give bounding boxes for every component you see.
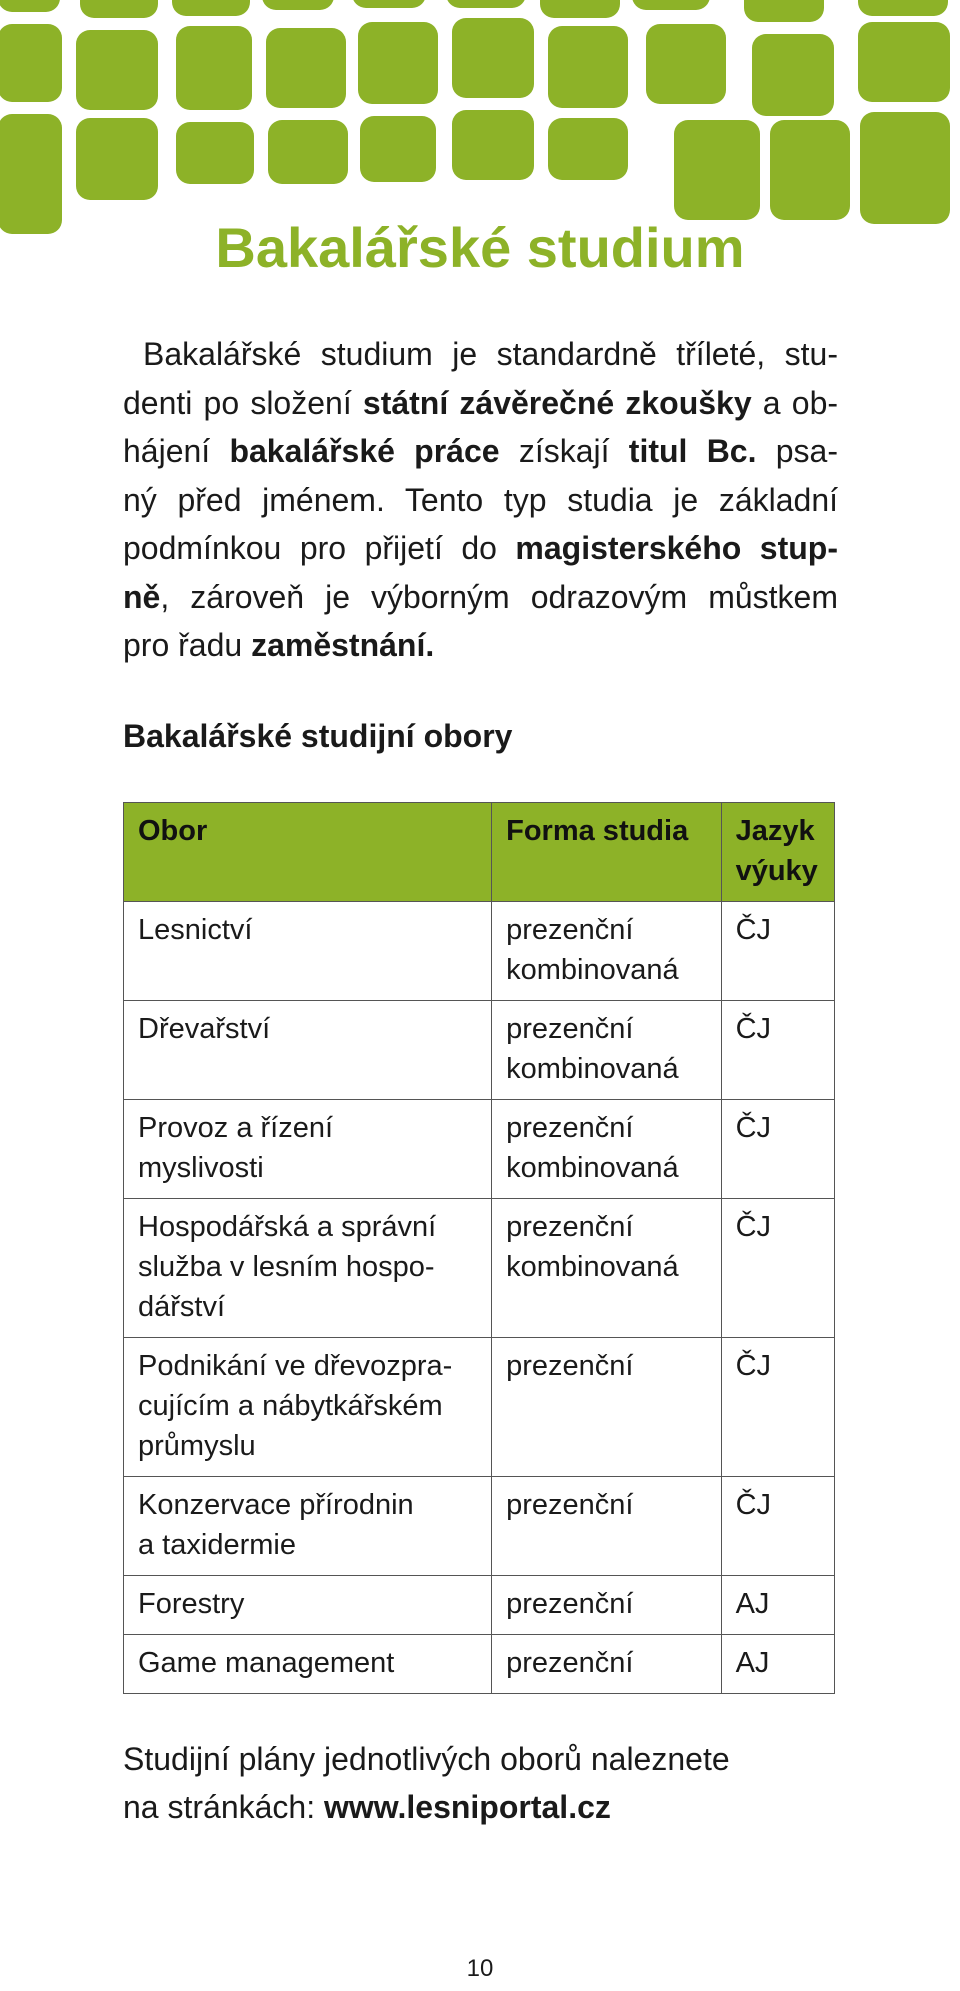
table-row — [124, 1576, 835, 1635]
table-row — [124, 1338, 835, 1477]
intro-line — [123, 573, 838, 622]
table-header-row — [124, 803, 835, 902]
intro-bold-text: magisterského stup- — [515, 530, 838, 566]
footer-line-2: na stránkách: www.lesniportal.cz — [123, 1789, 611, 1825]
study-programs-table — [123, 802, 835, 1694]
page-title: Bakalářské studium — [215, 216, 745, 279]
header-jazyk-vyuky: Jazyk výuky — [721, 803, 834, 902]
header-obor: Obor — [124, 803, 492, 902]
intro-bold-text: státní závěrečné zkoušky — [362, 384, 752, 421]
section-heading: Bakalářské studijní obory — [123, 718, 513, 754]
table-row — [124, 1477, 835, 1576]
intro-line — [123, 427, 838, 476]
page-number: 10 — [466, 1955, 494, 1982]
intro-line — [123, 621, 838, 670]
cell-obor: Hospodářská a správní služba v lesním hospo- dářství — [124, 1199, 492, 1338]
footer-note — [123, 1735, 730, 1831]
intro-text: pro řadu — [123, 627, 252, 663]
intro-line — [123, 476, 838, 525]
intro-bold-text: titul Bc. — [628, 433, 757, 469]
cell-forma-studia: prezenční kombinovaná — [492, 902, 721, 1001]
cell-forma-studia: prezenční kombinovaná — [492, 1100, 721, 1199]
header-forma-studia: Forma studia — [492, 803, 721, 902]
intro-bold-text: bakalářské práce — [229, 433, 500, 469]
intro-text: ný před jménem. Tento typ studia je základní — [123, 481, 838, 518]
cell-forma-studia: prezenční kombinovaná — [492, 1001, 721, 1100]
intro-line — [123, 330, 838, 379]
intro-paragraph — [123, 330, 838, 670]
intro-line — [123, 379, 838, 428]
cell-jazyk-vyuky: AJ — [721, 1576, 834, 1635]
cell-jazyk-vyuky: ČJ — [721, 1477, 834, 1576]
cell-forma-studia: prezenční — [492, 1338, 721, 1477]
website-link[interactable]: www.lesniportal.cz — [324, 1789, 611, 1825]
cell-jazyk-vyuky: ČJ — [721, 902, 834, 1001]
cell-forma-studia: prezenční — [492, 1635, 721, 1694]
cell-obor: Lesnictví — [124, 902, 492, 1001]
intro-text: získají — [499, 433, 629, 469]
intro-text: Bakalářské studium je standardně tříleté, stu- — [143, 336, 838, 372]
cell-forma-studia: prezenční — [492, 1477, 721, 1576]
table-row — [124, 1100, 835, 1199]
cell-obor: Podnikání ve dřevozpra- cujícím a nábytkářském průmyslu — [124, 1338, 492, 1477]
intro-text: a ob- — [751, 384, 839, 421]
cell-forma-studia: prezenční kombinovaná — [492, 1199, 721, 1338]
cell-forma-studia: prezenční — [492, 1576, 721, 1635]
table-row — [124, 1199, 835, 1338]
cell-jazyk-vyuky: ČJ — [721, 1338, 834, 1477]
intro-text: psa- — [756, 433, 839, 469]
table-row — [124, 1635, 835, 1694]
cell-obor: Provoz a řízení myslivosti — [124, 1100, 492, 1199]
intro-text: denti po složení — [123, 384, 363, 421]
intro-text: , zároveň je výborným odrazovým můstkem — [160, 578, 838, 615]
table-body — [124, 902, 835, 1694]
table-row — [124, 902, 835, 1001]
intro-text: hájení — [123, 433, 230, 469]
decorative-square-pattern — [0, 0, 960, 240]
cell-obor: Forestry — [124, 1576, 492, 1635]
footer-line-1: Studijní plány jednotlivých oborů naleznete — [123, 1741, 730, 1777]
intro-line — [123, 524, 838, 573]
intro-bold-text: ně — [123, 578, 161, 615]
cell-obor: Konzervace přírodnin a taxidermie — [124, 1477, 492, 1576]
cell-jazyk-vyuky: ČJ — [721, 1100, 834, 1199]
intro-text: podmínkou pro přijetí do — [123, 530, 516, 566]
table-row — [124, 1001, 835, 1100]
cell-jazyk-vyuky: AJ — [721, 1635, 834, 1694]
cell-jazyk-vyuky: ČJ — [721, 1001, 834, 1100]
cell-obor: Game management — [124, 1635, 492, 1694]
intro-bold-text: zaměstnání. — [251, 627, 435, 663]
cell-obor: Dřevařství — [124, 1001, 492, 1100]
cell-jazyk-vyuky: ČJ — [721, 1199, 834, 1338]
